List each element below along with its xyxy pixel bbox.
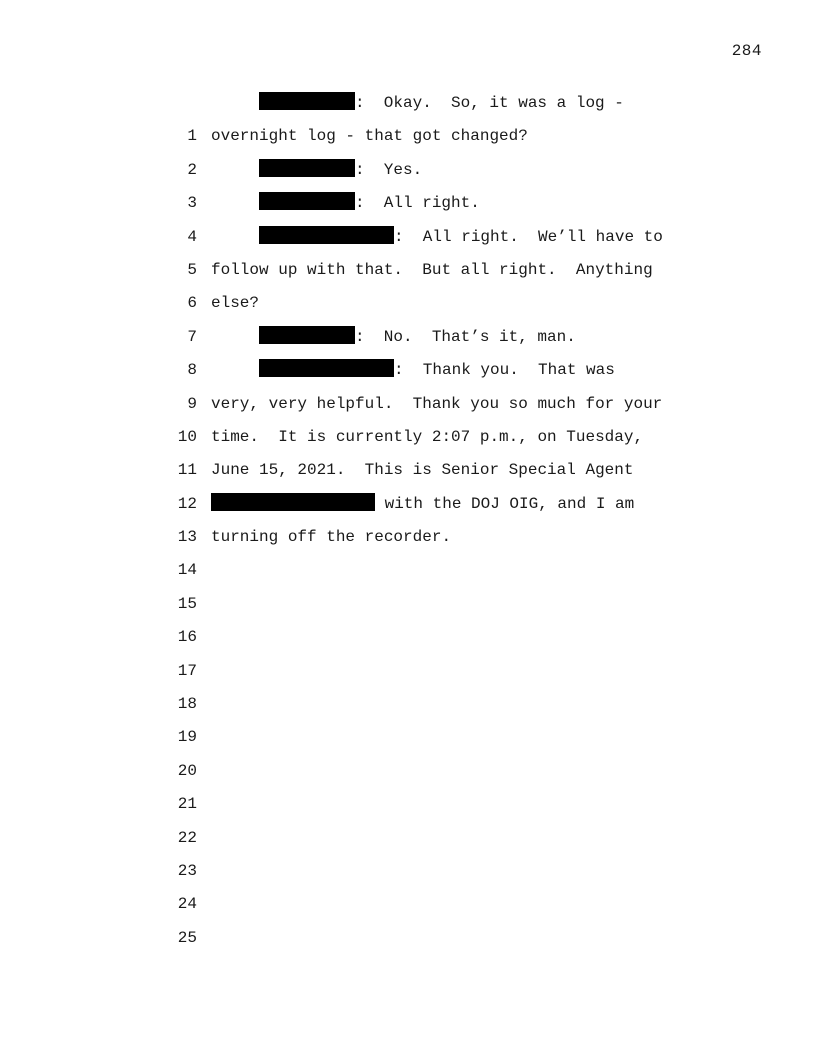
line-number: 3 — [187, 194, 197, 213]
line-number: 1 — [187, 127, 197, 146]
line-text: : Okay. So, it was a log - — [355, 94, 624, 112]
line-number: 7 — [187, 327, 197, 346]
transcript-line — [170, 621, 730, 680]
transcript-line — [170, 655, 730, 714]
line-number: 6 — [187, 294, 197, 313]
transcript-line — [170, 721, 730, 780]
redaction-box — [211, 493, 375, 511]
line-text: : No. That’s it, man. — [355, 327, 576, 346]
transcript-line — [170, 554, 730, 613]
line-number: 19 — [177, 728, 197, 747]
transcript-line — [170, 888, 730, 947]
line-text: time. It is currently 2:07 p.m., on Tuesday, — [211, 427, 644, 446]
line-text: overnight log - that got changed? — [211, 127, 528, 146]
line-number: 18 — [177, 695, 197, 714]
line-number: 15 — [177, 594, 197, 613]
redaction-box — [259, 159, 355, 177]
line-number: 9 — [187, 394, 197, 413]
line-number: 25 — [177, 928, 197, 947]
redaction-box — [259, 359, 394, 377]
line-text: follow up with that. But all right. Anything — [211, 260, 653, 279]
line-number: 12 — [177, 494, 197, 513]
transcript-line — [170, 688, 730, 747]
line-text: turning off the recorder. — [211, 528, 452, 547]
line-number: 17 — [177, 661, 197, 680]
transcript-line — [170, 755, 730, 814]
line-number: 4 — [187, 227, 197, 246]
line-text: with the DOJ OIG, and I am — [375, 494, 635, 513]
line-number: 2 — [187, 160, 197, 179]
transcript-line — [170, 855, 730, 914]
line-text: : All right. — [355, 194, 480, 213]
line-text: : All right. We’ll have to — [394, 227, 663, 246]
line-text: : Yes. — [355, 160, 423, 179]
redaction-box — [259, 226, 394, 244]
line-text: June 15, 2021. This is Senior Special Agent — [211, 461, 634, 480]
line-number: 11 — [177, 461, 197, 480]
transcript-line — [170, 588, 730, 647]
line-text: else? — [211, 294, 260, 313]
line-number: 20 — [177, 761, 197, 780]
line-number: 10 — [177, 427, 197, 446]
page-number: 284 — [731, 42, 762, 60]
line-number: 8 — [187, 361, 197, 380]
line-text: : Thank you. That was — [394, 361, 615, 380]
transcript-line — [170, 822, 730, 880]
line-text: very, very helpful. Thank you so much for your — [211, 394, 663, 413]
redaction-box — [259, 192, 355, 210]
transcript-line — [170, 788, 730, 847]
line-number: 24 — [177, 895, 197, 914]
redaction-box — [259, 326, 355, 344]
line-number: 5 — [187, 260, 197, 279]
transcript-body — [170, 87, 730, 947]
transcript-line — [170, 521, 730, 580]
line-number: 21 — [177, 795, 197, 814]
redaction-box — [259, 92, 355, 110]
line-number: 23 — [177, 862, 197, 880]
line-number: 22 — [177, 828, 197, 847]
line-number: 13 — [177, 528, 197, 547]
line-number: 14 — [177, 561, 197, 580]
line-number: 16 — [177, 628, 197, 647]
